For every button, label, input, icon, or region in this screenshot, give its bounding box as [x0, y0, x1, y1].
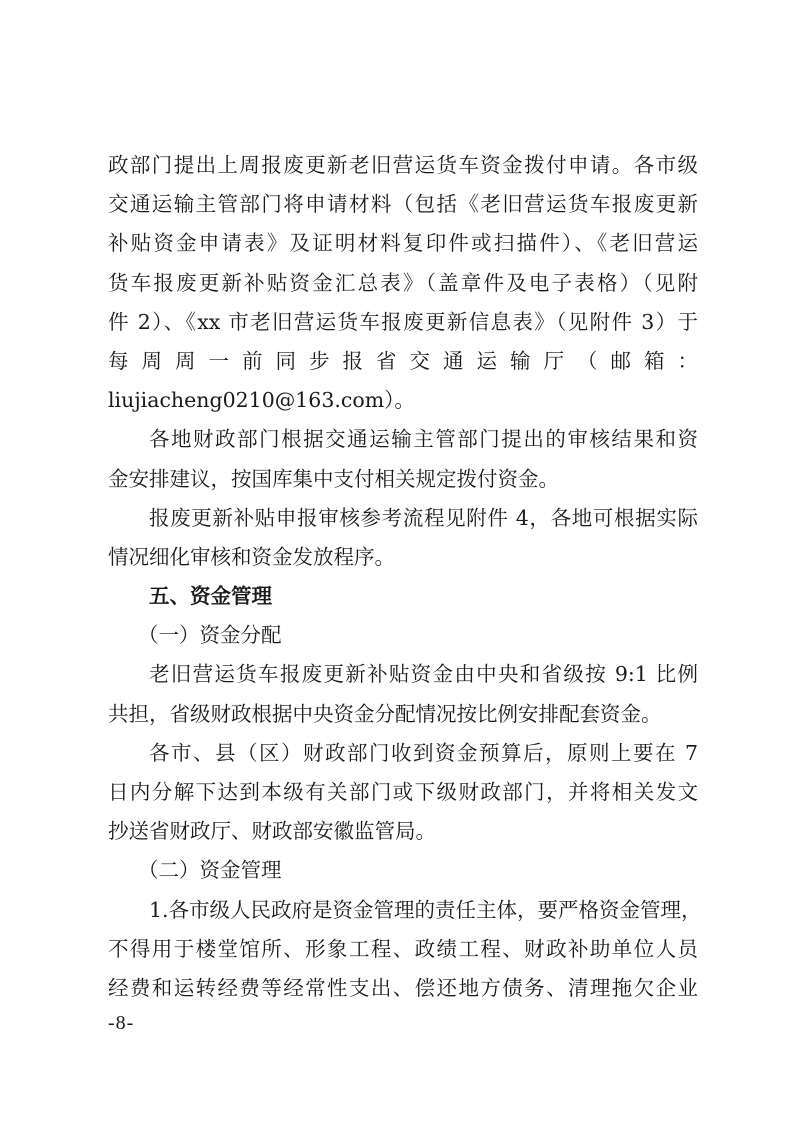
- paragraph-line: 交通运输主管部门将申请材料（包括《老旧营运货车报废更新: [108, 192, 698, 217]
- paragraph-line: 货车报废更新补贴资金汇总表》（盖章件及电子表格）（见附: [108, 270, 698, 295]
- paragraph-line: 共担，省级财政根据中央资金分配情况按比例安排配套资金。: [108, 701, 662, 726]
- paragraph-line: 金安排建议，按国库集中支付相关规定拨付资金。: [108, 466, 559, 491]
- section-heading: 五、资金管理: [149, 584, 272, 609]
- paragraph-line: 补贴资金申请表》及证明材料复印件或扫描件）、《老旧营运: [108, 231, 698, 256]
- paragraph-line: 1.各市级人民政府是资金管理的责任主体，要严格资金管理，: [149, 897, 702, 922]
- paragraph-line: 件 2）、《xx 市老旧营运货车报废更新信息表》（见附件 3）于: [108, 309, 698, 334]
- page-number: -8-: [108, 1012, 135, 1034]
- paragraph-line: 经费和运转经费等经常性支出、偿还地方债务、清理拖欠企业: [108, 975, 698, 1000]
- paragraph-line: 政部门提出上周报废更新老旧营运货车资金拨付申请。各市级: [108, 153, 698, 177]
- subheading: （二）资金管理: [138, 858, 282, 883]
- paragraph-line: 情况细化审核和资金发放程序。: [108, 544, 395, 569]
- paragraph-line: 日内分解下达到本级有关部门或下级财政部门，并将相关发文: [108, 780, 698, 804]
- paragraph-line: 不得用于楼堂馆所、形象工程、政绩工程、财政补助单位人员: [108, 936, 698, 961]
- paragraph-line: 各地财政部门根据交通运输主管部门提出的审核结果和资: [149, 427, 698, 452]
- paragraph-line: 每周周一前同步报省交通运输厅（邮箱：: [108, 348, 698, 373]
- subheading: （一）资金分配: [138, 623, 282, 648]
- email-line: liujiacheng0210@163.com）。: [108, 388, 415, 413]
- paragraph-line: 抄送省财政厅、财政部安徽监管局。: [108, 819, 436, 844]
- document-body: [108, 146, 702, 1008]
- paragraph-line: 各市、县（区）财政部门收到资金预算后，原则上要在 7: [149, 740, 698, 765]
- paragraph-line: 老旧营运货车报废更新补贴资金由中央和省级按 9:1 比例: [149, 662, 698, 687]
- paragraph-line: 报废更新补贴申报审核参考流程见附件 4，各地可根据实际: [149, 505, 698, 530]
